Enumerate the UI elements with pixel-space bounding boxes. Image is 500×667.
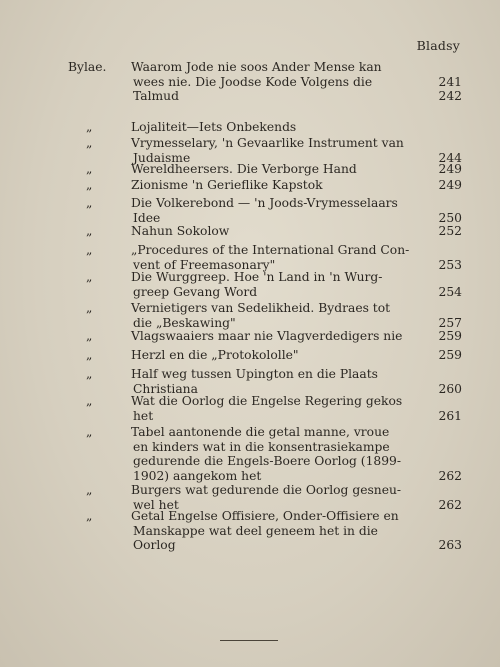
toc-entry (0, 120, 500, 135)
entry-page-number: 249 (438, 162, 462, 176)
toc-entry (0, 509, 500, 553)
entry-lead-mark: „ (86, 243, 93, 257)
toc-entry (0, 425, 500, 483)
entry-lead-mark: „ (86, 162, 93, 176)
entry-lead-mark: „ (86, 270, 93, 284)
toc-entry (0, 301, 500, 330)
entry-lead-mark: Bylae. (68, 60, 107, 74)
entry-title-line: Getal Engelse Offisiere, Onder-Offisiere en (131, 509, 399, 523)
entry-title (131, 178, 441, 193)
toc-entry (0, 329, 500, 344)
entry-lead-mark: „ (86, 367, 93, 381)
entry-lead-mark: „ (86, 224, 93, 238)
entry-page-number: 261 (438, 408, 462, 423)
toc-entry (0, 60, 500, 104)
entry-title (131, 301, 441, 330)
entry-title-line: Judaisme (133, 150, 191, 165)
entry-title-line: wees nie. Die Joodse Kode Volgens die (133, 74, 373, 89)
entry-title-line: Tabel aantonende die getal manne, vroue (131, 425, 390, 439)
toc-entry (0, 196, 500, 225)
entry-title-line: greep Gevang Word (133, 284, 258, 299)
entry-title-line: Zionisme 'n Gerieflike Kapstok (131, 178, 323, 192)
entry-lead-mark: „ (86, 329, 93, 343)
entry-title-line: Burgers wat gedurende die Oorlog gesneu- (131, 483, 402, 497)
entry-title-line: en kinders wat in die konsentrasiekampe (133, 439, 390, 454)
entry-title (131, 162, 441, 177)
entry-title-line: Half weg tussen Upington en die Plaats (131, 367, 378, 381)
entry-title-line: Nahun Sokolow (131, 224, 230, 238)
entry-page-number: 257 (438, 315, 462, 330)
entry-title-line: wel het (133, 497, 179, 512)
entry-title-line: Vrymesselary, 'n Gevaarlike Instrument van (131, 136, 404, 150)
entry-title (131, 243, 441, 272)
entry-title (131, 329, 441, 344)
entry-title-line: Vernietigers van Sedelikheid. Bydraes tot (131, 301, 391, 315)
entry-lead-mark: „ (86, 483, 93, 497)
entry-title (131, 348, 441, 363)
entry-title (131, 224, 441, 239)
entry-title-line: het (133, 408, 154, 423)
entry-lead-mark: „ (86, 509, 93, 523)
toc-entry (0, 243, 500, 272)
entry-title-line: Idee (133, 210, 161, 225)
toc-entry (0, 483, 500, 512)
toc-entry (0, 270, 500, 299)
toc-entry (0, 367, 500, 396)
entry-title (131, 60, 441, 104)
toc-entry (0, 348, 500, 363)
entry-lead-mark: „ (86, 178, 93, 192)
toc-entry (0, 394, 500, 423)
entry-title (131, 425, 441, 483)
entry-title (131, 483, 441, 512)
entry-lead-mark: „ (86, 348, 93, 362)
entry-title (131, 394, 441, 423)
entry-title (131, 367, 441, 396)
entry-title (131, 270, 441, 299)
entry-page-number: 259 (438, 329, 462, 343)
toc-entry (0, 178, 500, 193)
entry-title (131, 136, 441, 165)
entry-page-number: 249 (438, 178, 462, 192)
entry-page-number: 254 (438, 284, 462, 299)
entry-lead-mark: „ (86, 120, 93, 134)
entry-title-line: Wereldheersers. Die Verborge Hand (131, 162, 357, 176)
entry-title-line: die „Beskawing" (133, 315, 236, 330)
entry-title (131, 120, 441, 135)
entry-page-number: 262 (438, 497, 462, 512)
entry-title-line: Die Volkerebond — 'n Joods-Vrymesselaars (131, 196, 398, 210)
entry-page-number: 242 (438, 89, 462, 103)
entry-title-line: gedurende die Engels-Boere Oorlog (1899- (133, 454, 402, 468)
entry-page-number: 241 (438, 74, 462, 89)
entry-page-number: 262 (438, 468, 462, 483)
entry-lead-mark: „ (86, 196, 93, 210)
toc-entry (0, 136, 500, 165)
entry-title (131, 196, 441, 225)
entry-page-number: 252 (438, 224, 462, 238)
entry-title-line: Wat die Oorlog die Engelse Regering gekos (131, 394, 403, 408)
entry-page-number: 263 (438, 538, 462, 552)
entry-title-line: Christiana (133, 381, 198, 396)
entry-title-line: Manskappe wat deel geneem het in die (133, 523, 378, 538)
entry-title-line: Vlagswaaiers maar nie Vlagverdedigers nie (131, 329, 403, 343)
entry-title (131, 509, 441, 553)
entry-title-line: Waarom Jode nie soos Ander Mense kan (131, 60, 382, 74)
entry-title-line: Talmud (133, 89, 179, 103)
entry-lead-mark: „ (86, 425, 93, 439)
entry-page-number: 253 (438, 257, 462, 272)
entry-title-line: „Procedures of the International Grand Con- (131, 243, 410, 257)
entry-title-line: 1902) aangekom het (133, 468, 262, 483)
entry-title-line: vent of Freemasonary" (133, 257, 276, 272)
entry-page-number: 260 (438, 381, 462, 396)
entry-title-line: Die Wurggreep. Hoe 'n Land in 'n Wurg- (131, 270, 383, 284)
entry-page-number: 250 (438, 210, 462, 225)
entry-lead-mark: „ (86, 301, 93, 315)
entry-title-line: Herzl en die „Protokololle" (131, 348, 299, 362)
entry-page-number: 244 (438, 150, 462, 165)
page-column-header: Bladsy (416, 38, 460, 53)
entry-title-line: Lojaliteit—Iets Onbekends (131, 120, 297, 134)
toc-entry (0, 162, 500, 177)
closing-rule (220, 640, 278, 641)
entry-lead-mark: „ (86, 394, 93, 408)
toc-entry (0, 224, 500, 239)
entry-lead-mark: „ (86, 136, 93, 150)
entry-page-number: 259 (438, 348, 462, 362)
entry-title-line: Oorlog (133, 538, 176, 552)
